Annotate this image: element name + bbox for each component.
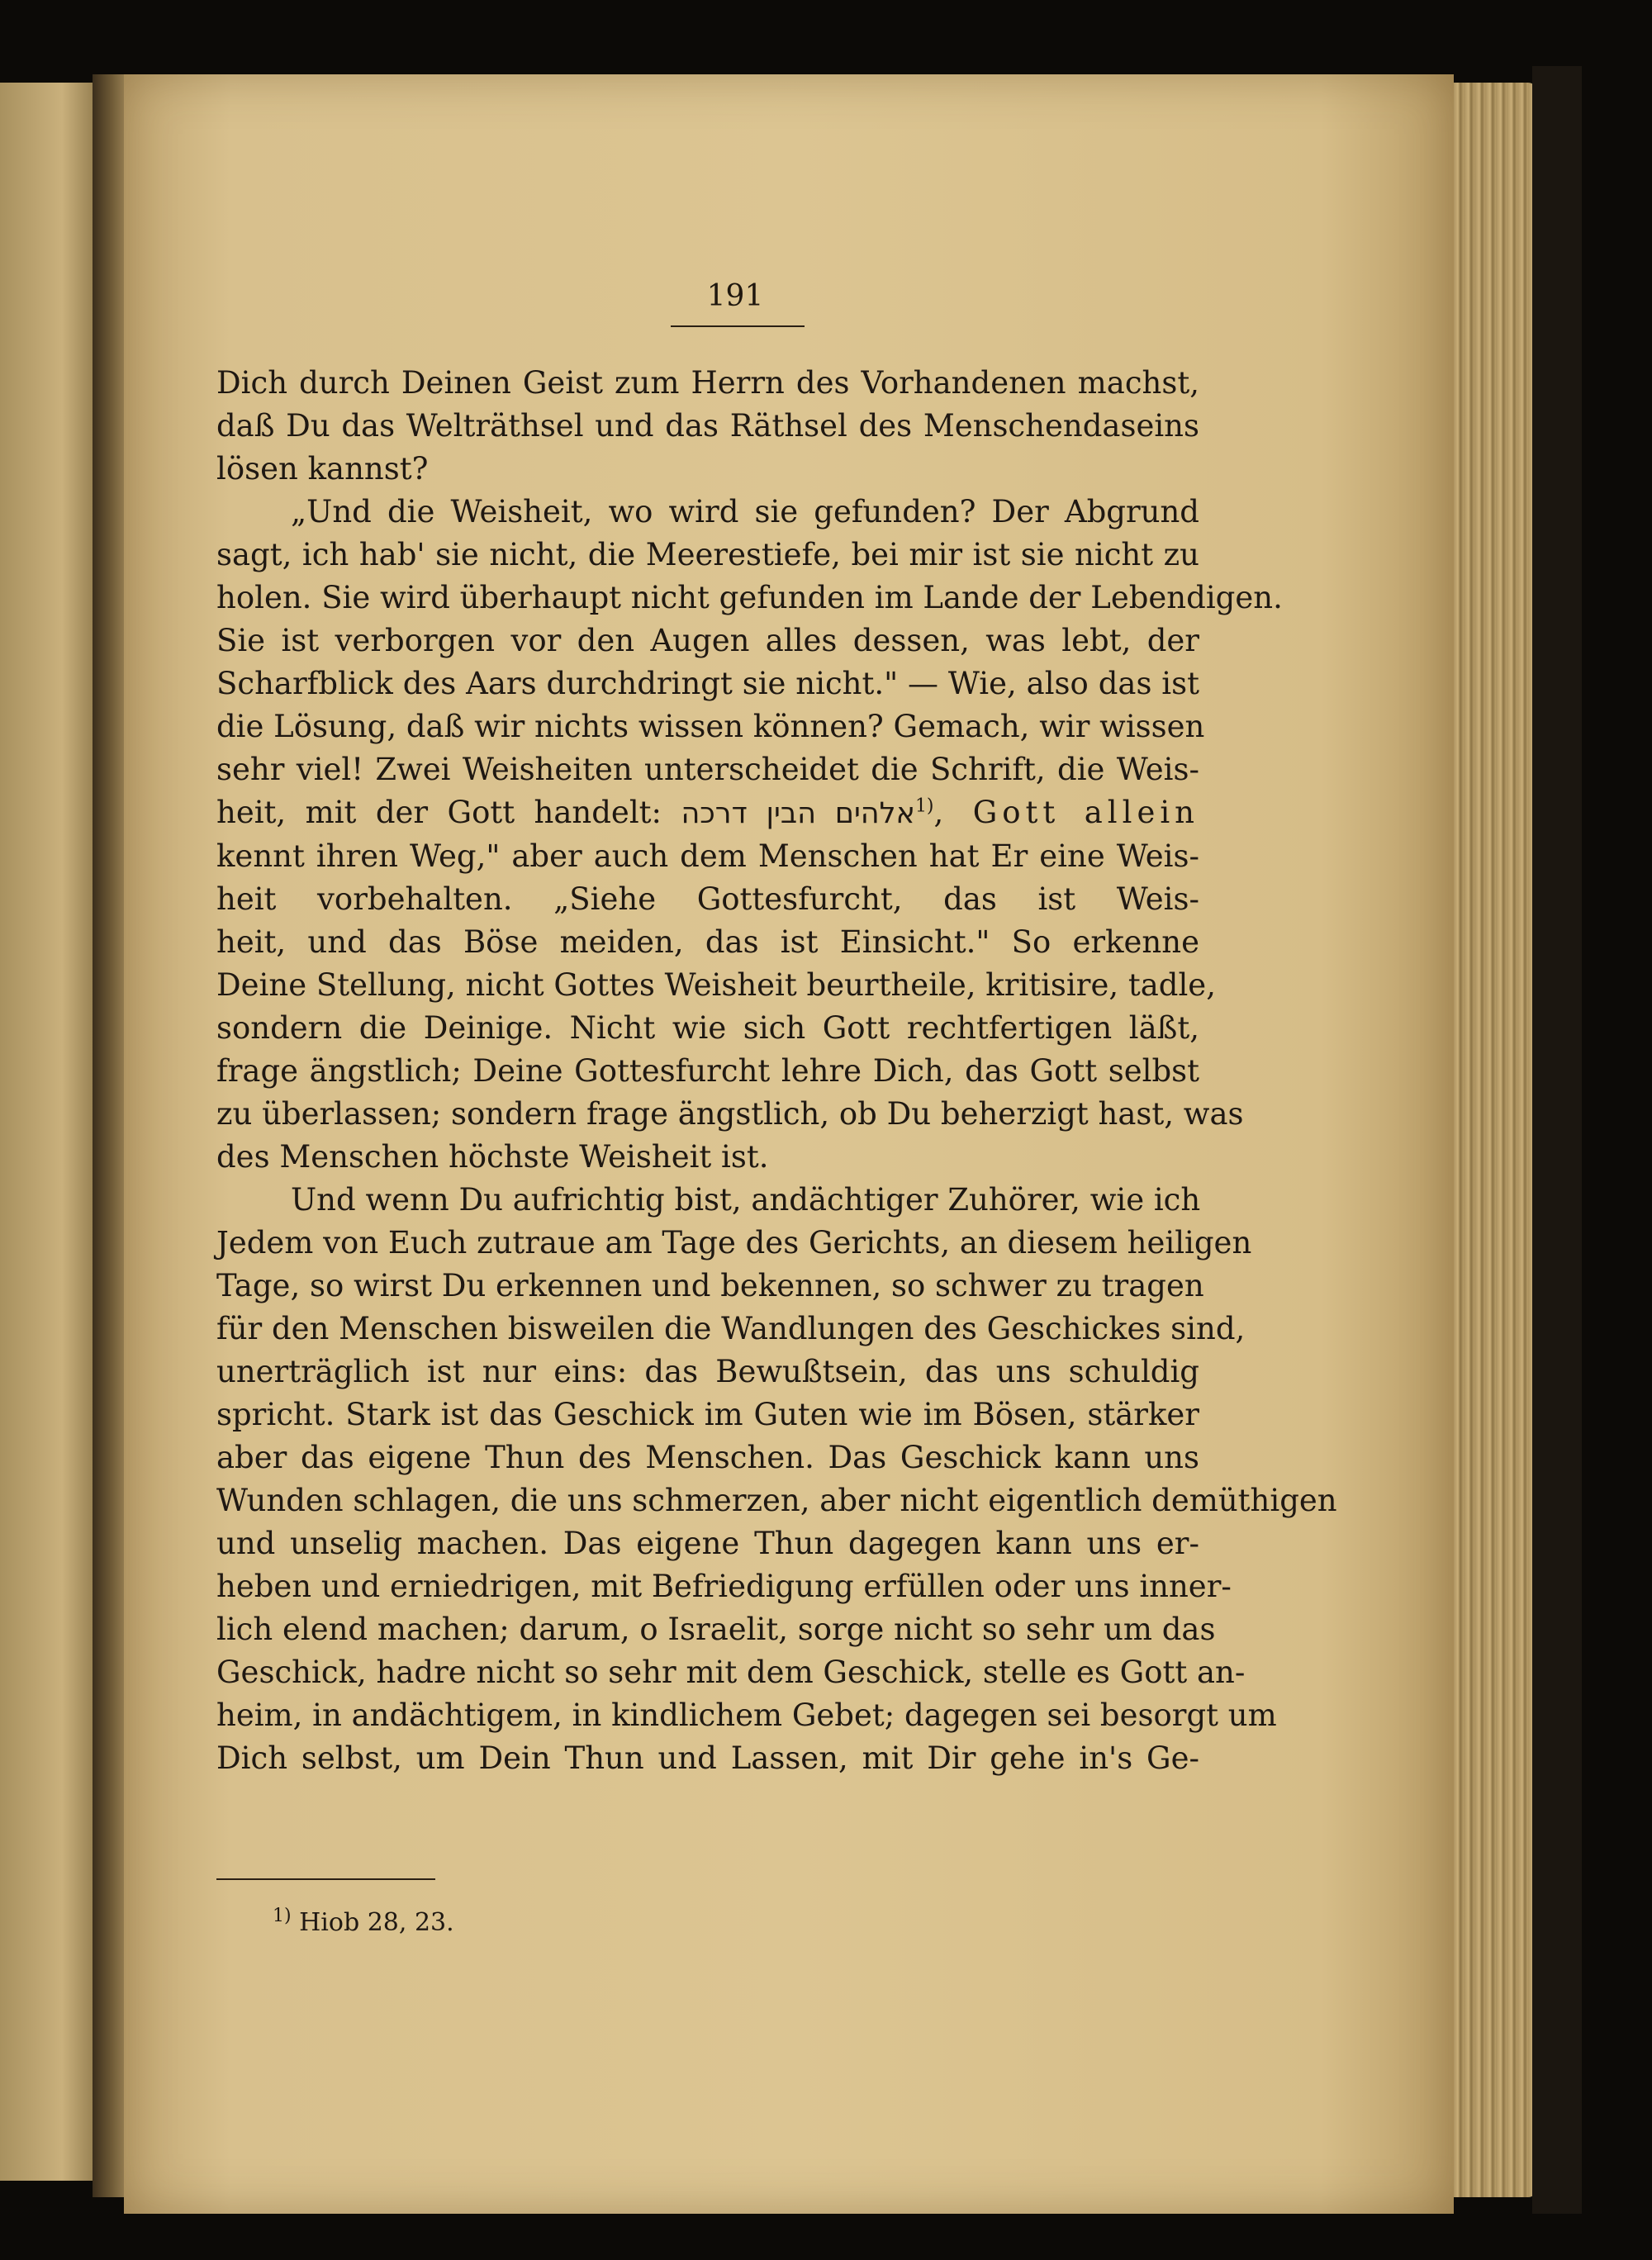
text-line: daß Du das Welträthsel und das Räthsel des Menschendaseins <box>216 408 1199 444</box>
text-line: Tage, so wirst Du erkennen und bekennen, so schwer zu tragen <box>216 1268 1204 1303</box>
page-number: 191 <box>706 279 764 313</box>
text-line: sagt, ich hab' sie nicht, die Meerestiefe, bei mir ist sie nicht zu <box>216 537 1199 572</box>
text-line: des Menschen höchste Weisheit ist. <box>216 1139 769 1175</box>
left-page-edge <box>0 83 103 2181</box>
text-line: holen. Sie wird überhaupt nicht gefunden im Lande der Lebendigen. <box>216 580 1283 615</box>
hebrew-quote: אלהים הבין דרכה <box>681 797 915 830</box>
text-line: Jedem von Euch zutraue am Tage des Gerichts, an diesem heiligen <box>216 1225 1252 1261</box>
text-line: für den Menschen bisweilen die Wandlungen des Geschickes sind, <box>216 1311 1246 1346</box>
text-line: frage ängstlich; Deine Gottesfurcht lehre Dich, das Gott selbst <box>216 1053 1199 1089</box>
text-line: die Lösung, daß wir nichts wissen können? Gemach, wir wissen <box>216 709 1205 744</box>
footnote-mark: 1) <box>914 795 934 817</box>
body-text <box>216 362 1337 1780</box>
text-line: unerträglich ist nur eins: das Bewußtsein, das uns schuldig <box>216 1354 1199 1389</box>
footnote <box>273 1908 454 1937</box>
text-line: Dich durch Deinen Geist zum Herrn des Vorhandenen machst, <box>216 365 1199 401</box>
text-line: lösen kannst? <box>216 451 429 487</box>
text-line-hebrew-quote <box>216 791 1199 835</box>
text-line: Wunden schlagen, die uns schmerzen, aber nicht eigentlich demüthigen <box>216 1483 1337 1518</box>
text-line: sehr viel! Zwei Weisheiten unterscheidet die Schrift, die Weis- <box>216 752 1199 787</box>
text-line: heit, und das Böse meiden, das ist Einsicht." So erkenne <box>216 924 1199 960</box>
text-line: Deine Stellung, nicht Gottes Weisheit beurtheile, kritisire, tadle, <box>216 967 1216 1003</box>
text-line: kennt ihren Weg," aber auch dem Menschen hat Er eine Weis- <box>216 838 1199 874</box>
text-line: Geschick, hadre nicht so sehr mit dem Geschick, stelle es Gott an- <box>216 1655 1246 1690</box>
text-line: sondern die Deinige. Nicht wie sich Gott rechtfertigen läßt, <box>216 1010 1199 1046</box>
text-line: Scharfblick des Aars durchdringt sie nicht." — Wie, also das ist <box>216 666 1199 701</box>
text-line: Dich selbst, um Dein Thun und Lassen, mit Dir gehe in's Ge- <box>216 1740 1199 1776</box>
text-line: Sie ist verborgen vor den Augen alles dessen, was lebt, der <box>216 623 1199 658</box>
text-line: heben und erniedrigen, mit Befriedigung erfüllen oder uns inner- <box>216 1569 1232 1604</box>
footnote-mark: 1) <box>273 1906 292 1926</box>
book-cover-edge <box>1532 66 1582 2214</box>
page-number-rule <box>671 325 805 327</box>
line-part: heit, mit der Gott handelt: <box>216 795 662 830</box>
footnote-rule <box>216 1878 435 1880</box>
text-line: zu überlassen; sondern frage ängstlich, ob Du beherzigt hast, was <box>216 1096 1244 1132</box>
text-line: lich elend machen; darum, o Israelit, sorge nicht so sehr um das <box>216 1612 1216 1647</box>
text-line: Und wenn Du aufrichtig bist, andächtiger Zuhörer, wie ich <box>291 1182 1201 1218</box>
text-line: heim, in andächtigem, in kindlichem Gebet; dagegen sei besorgt um <box>216 1697 1277 1733</box>
line-part: , Gott allein <box>933 795 1200 830</box>
footnote-text: Hiob 28, 23. <box>299 1908 454 1937</box>
text-line: „Und die Weisheit, wo wird sie gefunden? Der Abgrund <box>291 494 1199 529</box>
text-line: aber das eigene Thun des Menschen. Das Geschick kann uns <box>216 1440 1199 1475</box>
text-line: heit vorbehalten. „Siehe Gottesfurcht, das ist Weis- <box>216 881 1199 917</box>
text-line: spricht. Stark ist das Geschick im Guten wie im Bösen, stärker <box>216 1397 1199 1432</box>
text-line: und unselig machen. Das eigene Thun dagegen kann uns er- <box>216 1526 1199 1561</box>
